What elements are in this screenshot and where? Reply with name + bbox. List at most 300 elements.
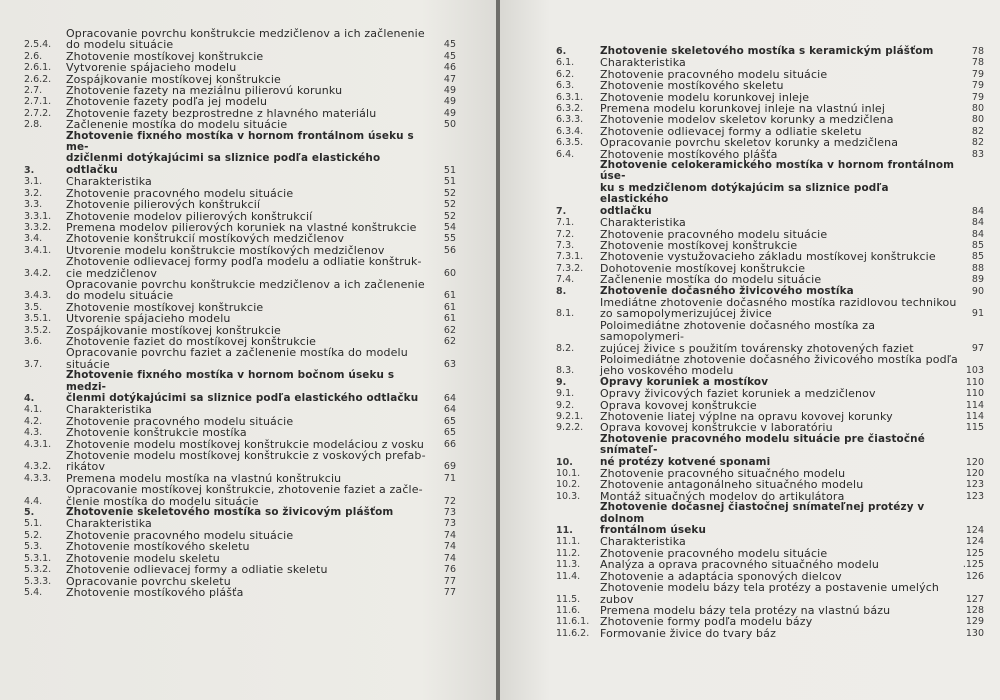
toc-entry-page-number: 77 [443,575,456,587]
toc-entry-title-line: Zhotovenie mostíkového plášťa [600,147,778,161]
toc-entry-number: 10.2. [556,479,581,491]
toc-entry-title-line: Zhotovenie pracovného modelu situácie pre čiastočné snímateľ- [600,432,925,457]
toc-entry-title-line: Zhotovenie fazety bezprostredne z hlavného materiálu [66,106,377,120]
toc-entry [24,541,456,552]
toc-entry-page-number: 82 [971,125,984,137]
toc-entry-number: 6.1. [556,57,575,69]
toc-entry-title-line: rikátov [66,460,106,474]
toc-entry-title-line: Zhotovenie liatej výplne na opravu kovovej korunky [600,410,893,423]
toc-entry [556,80,984,91]
toc-entry-title-line: Zhotovenie pracovného situačného modelu [600,467,846,481]
toc-entry-page-number: 49 [443,96,456,108]
toc-entry-title-line: né protézy kotvené sponami [600,455,771,468]
toc-entry-title-line: Zhotovenie dočasnej čiastočnej snímateľnej protézy v dolnom [600,501,925,525]
toc-entry-number: 7.3.1. [556,251,584,263]
toc-entry-number: 6.3.5. [556,137,584,149]
toc-entry-title-line: Imediátne zhotovenie dočasného mostíka razidlovou technikou [600,295,957,309]
toc-entry [556,297,984,320]
toc-entry-page-number: 65 [443,415,456,427]
toc-entry-number: 2.6.1. [24,62,52,74]
toc-entry [24,131,456,177]
toc-entry-number: 4.4. [24,495,43,507]
toc-entry-page-number: 52 [443,210,456,222]
toc-entry-page-number: 62 [443,324,456,336]
toc-entry-number: 3.1. [24,176,43,188]
toc-entry-number: 10.1. [556,468,581,480]
toc-entry-page-number: 72 [443,495,456,507]
toc-entry-page-number: 123 [965,490,984,502]
toc-list-right [556,46,984,639]
toc-entry-page-number: 71 [443,472,456,484]
toc-entry-title-line: Zhotovenie modelu mostíkovej konštrukcie z voskových prefab- [66,449,426,463]
toc-entry-title-line: Opracovanie povrchu faziet a začlenenie mostíka do modelu [66,346,408,360]
toc-entry-title-line: Zhotovenie vystužovacieho základu mostíkovej konštrukcie [600,250,936,264]
toc-entry-title-line: Zhotovenie mostíkovej konštrukcie [66,49,264,63]
toc-entry-title [600,137,958,148]
toc-entry-page-number: 88 [971,262,984,274]
toc-entry [556,388,984,399]
toc-entry-page-number: 80 [971,103,984,115]
toc-entry-number: 2.7.2. [24,107,52,119]
toc-entry-number: 3.4.1. [24,244,52,256]
toc-entry [24,313,456,324]
toc-entry-title [66,427,430,438]
toc-entry-number: 7. [556,205,567,217]
toc-entry-title-line: Opracovanie povrchu skeletu [66,574,231,588]
toc-entry-page-number: 115 [965,422,984,434]
toc-entry-page-number: 54 [443,221,456,233]
toc-entry-title-line: Charakteristika [66,403,152,417]
toc-entry-title-line: Zhotovenie pracovného modelu situácie [66,414,294,428]
toc-entry-title-line: Zhotovenie skeletového mostíka so živicovým plášťom [66,506,394,519]
toc-entry [24,484,456,507]
toc-entry-title-line: Zhotovenie skeletového mostíka s keramickým plášťom [600,45,934,57]
toc-entry-page-number: 55 [443,233,456,245]
toc-entry [24,119,456,130]
toc-entry-title-line: Zhotovenie pracovného modelu situácie [600,546,828,560]
toc-entry-number: 3.3.1. [24,210,52,222]
right-page [500,0,1000,700]
toc-entry-number: 9.1. [556,388,575,400]
toc-entry-page-number: 61 [443,301,456,313]
toc-entry-title-line: Poloimediátne zhotovenie dočasného mostíka za samopolymeri- [600,318,876,344]
toc-entry-title-line: Zhotovenie modelov pilierových konštrukcií [66,209,313,223]
toc-entry-title [66,587,430,598]
toc-entry-title-line: Zhotovenie modelu mostíkovej konštrukcie modeláciou z vosku [66,437,424,451]
toc-entry-page-number: 61 [443,313,456,325]
toc-entry-title-line: Zhotovenie a adaptácia sponových dielcov [600,569,842,583]
toc-entry-number: 11. [556,525,573,537]
toc-entry-page-number: 52 [443,187,456,199]
toc-entry-number: 4.2. [24,415,43,427]
toc-entry [556,502,984,536]
toc-entry-page-number: 73 [443,518,456,530]
toc-entry-page-number: 60 [443,267,456,279]
toc-entry-number: 11.6. [556,604,581,616]
toc-entry-page-number: 74 [443,529,456,541]
toc-entry-page-number: 85 [971,251,984,263]
toc-entry-title [66,541,430,552]
toc-entry-page-number: 126 [965,570,984,582]
toc-entry-title [66,176,430,187]
toc-entry [24,256,456,279]
toc-entry-page-number: 114 [965,411,984,422]
toc-entry [24,233,456,244]
toc-entry [556,628,984,639]
toc-entry-number: 8.3. [556,365,575,377]
toc-entry-number: 11.2. [556,547,581,559]
toc-entry-title [66,256,430,279]
toc-entry-title-line: Zhotovenie modelu bázy tela protézy a postavenie umelých [600,581,940,595]
toc-entry-number: 7.3. [556,239,575,251]
toc-entry-number: 11.3. [556,559,581,571]
toc-entry-title-line: Zhotovenie mostíkovej konštrukcie [600,238,798,252]
toc-entry-title [66,28,430,51]
toc-entry-number: 3.4.3. [24,290,52,302]
toc-entry-page-number: 69 [443,461,456,473]
toc-entry-title-line: Zhotovenie formy podľa modelu bázy [600,615,813,629]
toc-entry-page-number: 45 [443,50,456,62]
toc-entry-title-line: Charakteristika [600,216,686,230]
toc-entry-number: 11.6.1. [556,616,590,628]
toc-entry-title-line: do modelu situácie [66,289,174,303]
toc-entry-number: 11.6.2. [556,627,590,639]
toc-entry-title-line: Charakteristika [600,56,686,70]
toc-entry-page-number: 74 [443,541,456,553]
toc-entry-title-line: Charakteristika [600,535,686,549]
toc-entry [556,582,984,605]
toc-entry-title [66,119,430,130]
toc-entry-title [600,502,958,536]
toc-entry-title [66,564,430,575]
toc-entry-title-line: členie mostíka do modelu situácie [66,494,259,508]
toc-entry-title-line: Charakteristika [66,175,152,189]
toc-entry-page-number: 125 [965,547,984,559]
toc-entry-title [600,388,958,399]
toc-entry-page-number: 50 [443,119,456,131]
toc-entry-number: 5.1. [24,518,43,530]
toc-entry-title-line: ku s medzičlenom dotýkajúcim sa sliznice podľa elastického [600,181,889,206]
toc-entry-title-line: Opravy koruniek a mostíkov [600,375,769,388]
toc-entry-title-line: Charakteristika [66,517,152,531]
toc-entry-number: 3.2. [24,187,43,199]
toc-entry-title-line: Zhotovenie modelov skeletov korunky a medzičlena [600,113,894,127]
toc-entry-title-line: Vytvorenie spájacieho modelu [66,61,237,75]
toc-entry-title [66,233,430,244]
toc-entry-title-line: Zhotovenie odlievacej formy podľa modelu a odliatie konštruk- [66,255,422,269]
toc-entry-title-line: Zhotovenie konštrukcie mostíka [66,426,247,440]
toc-entry-number: 2.5.4. [24,39,52,51]
toc-entry-page-number: 124 [965,525,984,537]
toc-entry-title-line: Zospájkovanie mostíkovej konštrukcie [66,72,281,86]
toc-entry-number: 3.7. [24,358,43,370]
toc-entry-page-number: 97 [971,342,984,354]
toc-entry-title [66,199,430,210]
toc-entry-page-number: 89 [971,274,984,286]
toc-entry-title-line: Formovanie živice do tvary báz [600,626,776,640]
toc-entry [24,587,456,598]
toc-entry-page-number: 79 [971,68,984,80]
toc-entry-page-number: 46 [443,62,456,74]
toc-entry-page-number: 74 [443,552,456,564]
toc-entry-page-number: 130 [965,627,984,639]
toc-entry-title-line: do modelu situácie [66,38,174,52]
toc-entry-number: 8.2. [556,342,575,354]
toc-entry-title-line: Zhotovenie antagonálneho situačného modelu [600,478,864,492]
toc-entry-number: 9.2. [556,399,575,411]
toc-entry-number: 5.3. [24,541,43,553]
toc-entry [556,160,984,217]
toc-entry-page-number: 82 [971,137,984,149]
toc-entry [24,62,456,73]
toc-entry-title [600,582,958,605]
toc-entry-number: 4.3. [24,427,43,439]
toc-entry-title-line: Utvorenie spájacieho modelu [66,312,231,326]
toc-entry-title-line: Premena modelu bázy tela protézy na vlastnú bázu [600,603,891,617]
toc-entry [556,274,984,285]
toc-entry-page-number: 62 [443,335,456,347]
toc-entry-page-number: 78 [971,57,984,69]
toc-entry-number: 6.3.2. [556,103,584,115]
toc-entry-title-line: Zhotovenie pracovného modelu situácie [600,67,828,81]
toc-entry-title-line: frontálnom úseku [600,524,707,537]
toc-entry [24,450,456,473]
toc-entry-title-line: členmi dotýkajúcimi sa sliznice podľa elastického odtlačku [66,392,419,404]
toc-entry-title [600,160,958,217]
toc-entry-title-line: zujúcej živice s použitím továrensky zhotovených faziet [600,341,914,355]
toc-entry-title-line: Zhotovenie fazety na meziálnu pilierovú korunku [66,84,343,98]
toc-entry-title [600,274,958,285]
toc-entry-number: 4.3.2. [24,461,52,473]
toc-entry-title-line: Zhotovenie modelu korunkovej inleje [600,90,810,104]
toc-entry-title-line: Zhotovenie fazety podľa jej modelu [66,95,268,109]
toc-entry-title-line: Opravy živicových faziet koruniek a medzičlenov [600,387,876,401]
toc-entry-title [66,370,430,404]
toc-entry-number: 3.5.2. [24,324,52,336]
toc-entry-title [66,131,430,177]
toc-entry-title-line: Opracovanie povrchu konštrukcie medzičlenov a ich začlenenie [66,277,425,291]
toc-entry-page-number: 77 [443,586,456,598]
toc-entry-title-line: Zhotovenie fixného mostíka v hornom frontálnom úseku s me- [66,129,414,154]
toc-entry-page-number: 52 [443,199,456,211]
toc-entry-page-number: 66 [443,438,456,450]
toc-entry-number: 2.7. [24,85,43,97]
toc-entry-number: 9. [556,376,567,388]
toc-entry-number: 2.6.2. [24,73,52,85]
toc-entry [24,199,456,210]
toc-entry-number: 11.5. [556,593,581,605]
toc-entry-number: 6.3.4. [556,125,584,137]
toc-entry-title-line: Zhotovenie fixného mostíka v hornom bočnom úseku s medzi- [66,369,395,393]
toc-entry-number: 2.6. [24,50,43,62]
toc-entry-page-number: 49 [443,85,456,97]
toc-entry-page-number: 85 [971,239,984,251]
toc-entry-number: 11.1. [556,536,581,548]
toc-entry-page-number: 90 [971,285,984,297]
toc-entry [24,176,456,187]
toc-entry-title-line: zo samopolymerizujúcej živice [600,307,772,321]
toc-entry-title-line: Zhotovenie pracovného modelu situácie [66,186,294,200]
toc-entry [556,559,984,570]
toc-entry-title-line: Zhotovenie konštrukcií mostíkových medzičlenov [66,232,345,246]
toc-entry-page-number: 45 [443,39,456,51]
toc-entry [24,279,456,302]
toc-entry-number: 5. [24,507,35,519]
toc-entry-number: 7.3.2. [556,262,584,274]
toc-entry-title-line: situácie [66,357,110,371]
toc-entry-title [600,320,958,354]
toc-entry-number: 9.2.2. [556,422,584,434]
toc-entry-title-line: Zhotovenie odlievacej formy a odliatie skeletu [600,124,862,138]
toc-entry [556,354,984,377]
toc-entry-title-line: Opracovanie povrchu skeletov korunky a medzičlena [600,136,899,150]
toc-entry-title-line: Zhotovenie mostíkového skeletu [600,79,784,93]
toc-entry-title [66,347,430,370]
toc-entry-page-number: 63 [443,358,456,370]
toc-entry-number: 6.4. [556,148,575,160]
toc-entry-page-number: 65 [443,427,456,439]
toc-entry-title-line: zubov [600,592,634,606]
toc-entry-number: 4.3.3. [24,472,52,484]
toc-entry-number: 8.1. [556,308,575,320]
toc-entry-title [66,450,430,473]
toc-entry-title-line: Opracovanie povrchu konštrukcie medzičlenov a ich začlenenie [66,27,425,40]
toc-entry-title-line: Zhotovenie mostíkového skeletu [66,540,250,554]
toc-list-left [24,28,456,598]
toc-entry-title [66,484,430,507]
toc-entry-number: 5.4. [24,586,43,598]
toc-entry-page-number: 91 [971,308,984,320]
toc-entry-number: 6.3. [556,80,575,92]
toc-entry-page-number: 73 [443,507,456,519]
toc-entry-title-line: Začlenenie mostíka do modelu situácie [66,118,288,132]
toc-entry-title-line: Zhotovenie pracovného modelu situácie [66,528,294,542]
toc-entry-number: 10.3. [556,490,581,502]
toc-entry [556,320,984,354]
toc-entry [556,137,984,148]
toc-entry-title-line: cie medzičlenov [66,266,157,280]
toc-entry-page-number: 79 [971,80,984,92]
toc-entry-title-line: Premena modelu korunkovej inleje na vlastnú inlej [600,102,886,116]
toc-entry [556,616,984,627]
toc-entry-title-line: Montáž situačných modelov do artikulátora [600,489,845,503]
toc-entry [556,217,984,228]
toc-entry [24,427,456,438]
toc-entry-number: 3.6. [24,335,43,347]
toc-entry-number: 5.2. [24,529,43,541]
toc-entry-title-line: Zhotovenie celokeramického mostíka v hornom frontálnom úse- [600,159,955,183]
toc-entry-page-number: 61 [443,290,456,302]
toc-entry-number: 3.4. [24,233,43,245]
toc-entry-page-number: 79 [971,91,984,103]
toc-entry-number: 11.4. [556,570,581,582]
toc-entry-page-number: .125 [962,559,984,571]
toc-entry [24,370,456,404]
toc-entry-page-number: 128 [965,604,984,616]
toc-entry-title [600,559,958,570]
toc-entry-title-line: Zhotovenie mostíkovej konštrukcie [66,300,264,314]
toc-entry-number: 7.2. [556,228,575,240]
toc-entry [24,347,456,370]
toc-entry-title [600,616,958,627]
toc-entry-title-line: dzičlenmi dotýkajúcimi sa sliznice podľa elastického odtlačku [66,152,381,176]
toc-entry-title-line: Oprava kovovej konštrukcie [600,398,757,412]
toc-entry [556,251,984,262]
toc-entry-number: 2.7.1. [24,96,52,108]
toc-entry-number: 4.1. [24,404,43,416]
toc-entry-title-line: Zospájkovanie mostíkovej konštrukcie [66,323,281,337]
toc-entry-number: 3.3.2. [24,221,52,233]
toc-entry-number: 6.2. [556,68,575,80]
toc-entry-page-number: 114 [965,399,984,411]
toc-entry-number: 4.3.1. [24,438,52,450]
toc-entry-page-number: 124 [965,536,984,548]
toc-entry-title-line: Zhotovenie odlievacej formy a odliatie skeletu [66,563,328,577]
toc-entry-page-number: 110 [965,388,984,400]
toc-entry-page-number: 120 [965,468,984,480]
toc-entry-title-line: Zhotovenie pilierových konštrukcií [66,198,261,212]
toc-entry-number: 4. [24,393,35,404]
toc-entry-number: 9.2.1. [556,411,584,422]
toc-entry-number: 6.3.3. [556,114,584,126]
toc-entry-number: 6.3.1. [556,91,584,103]
toc-entry-number: 3.5. [24,301,43,313]
toc-entry-title-line: odtlačku [600,204,652,217]
toc-entry-title-line: Zhotovenie dočasného živicového mostíka [600,284,854,297]
toc-entry-title [66,313,430,324]
toc-entry-page-number: 78 [971,46,984,57]
toc-entry [24,28,456,51]
toc-entry-page-number: 127 [965,593,984,605]
toc-entry-title-line: Premena modelu mostíka na vlastnú konštrukciu [66,471,342,485]
toc-entry-title-line: Zhotovenie faziet do mostíkovej konštrukcie [66,334,317,348]
toc-entry-title-line: Začlenenie mostíka do modelu situácie [600,273,822,287]
toc-entry-number: 3.5.1. [24,313,52,325]
toc-entry-number: 3.3. [24,199,43,211]
toc-entry-page-number: 120 [965,456,984,468]
toc-entry-page-number: 47 [443,73,456,85]
toc-entry-page-number: 64 [443,404,456,416]
toc-entry-page-number: 123 [965,479,984,491]
toc-entry-title-line: Poloimediátne zhotovenie dočasného živicového mostíka podľa [600,352,958,366]
toc-entry-title-line: Analýza a oprava pracovného situačného modelu [600,558,880,572]
toc-entry-title [66,279,430,302]
toc-entry-page-number: 76 [443,564,456,576]
toc-entry-title [66,62,430,73]
toc-entry-page-number: 103 [965,365,984,377]
toc-entry-title-line: Oprava kovovej konštrukcie v laboratóriu [600,421,833,435]
toc-entry-title-line: Zhotovenie modelu skeletu [66,551,220,565]
toc-entry-page-number: 83 [971,148,984,160]
toc-entry-page-number: 51 [443,176,456,188]
toc-entry-page-number: 110 [965,376,984,388]
toc-entry-page-number: 80 [971,114,984,126]
toc-entry-number: 3.4.2. [24,267,52,279]
toc-entry-page-number: 56 [443,244,456,256]
toc-entry-title-line: Opracovanie mostíkovej konštrukcie, zhotovenie faziet a začle- [66,483,423,497]
toc-entry-number: 5.3.3. [24,575,52,587]
toc-entry-title [600,217,958,228]
toc-entry-number: 10. [556,456,573,468]
toc-entry-number: 2.8. [24,119,43,131]
toc-entry-page-number: 51 [443,164,456,176]
toc-entry-title-line: Zhotovenie mostíkového plášťa [66,585,244,599]
toc-entry-number: 5.3.2. [24,564,52,576]
toc-entry-number: 7.4. [556,274,575,286]
toc-entry-number: 6. [556,46,567,57]
toc-entry-page-number: 64 [443,393,456,404]
toc-entry-page-number: 84 [971,217,984,229]
